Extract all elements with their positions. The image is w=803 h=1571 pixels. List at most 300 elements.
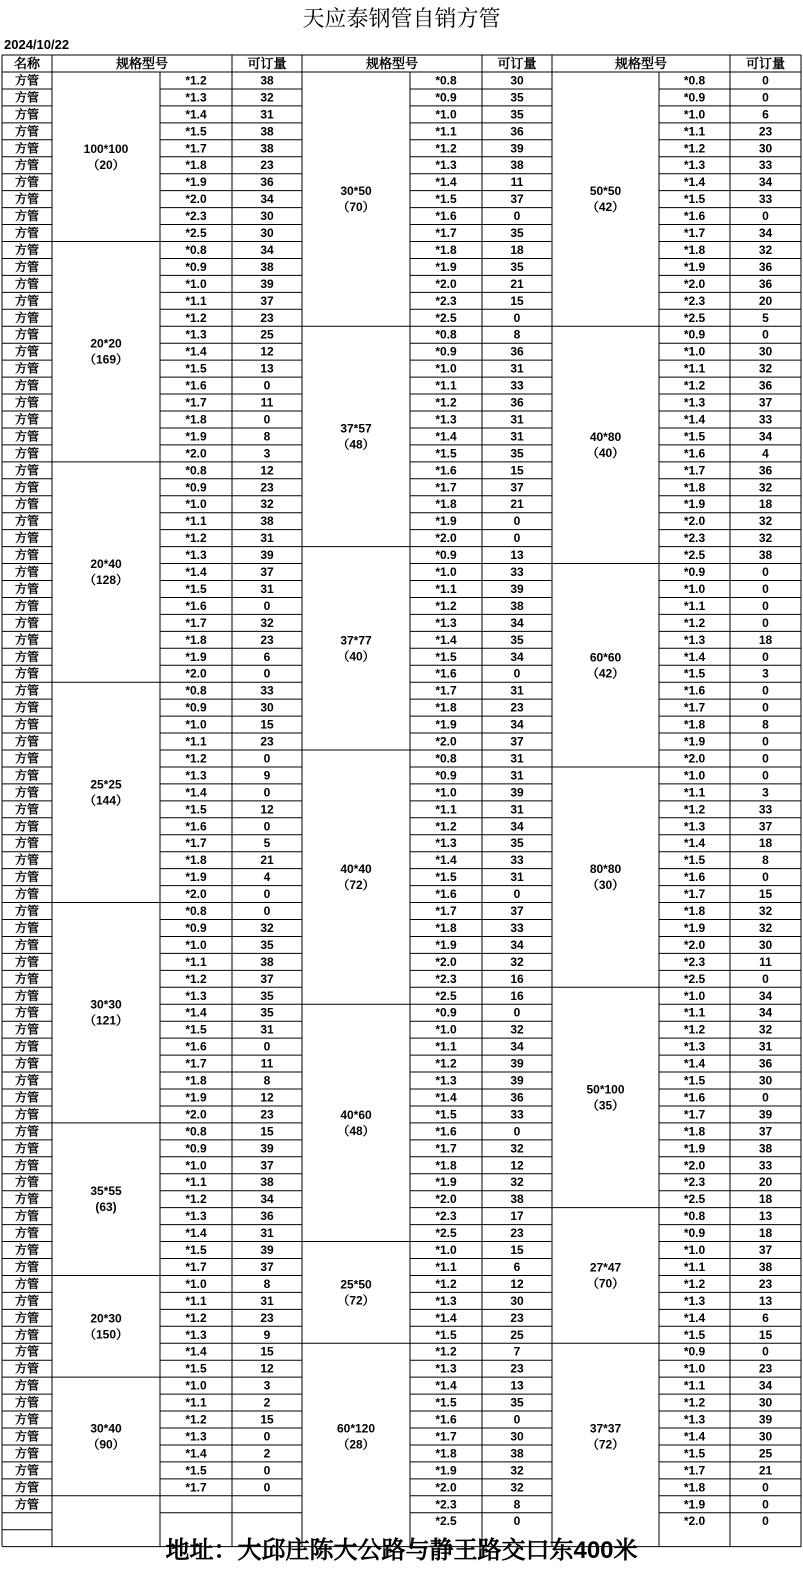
quantity-cell: 15 bbox=[510, 463, 524, 478]
product-name: 方管 bbox=[14, 988, 40, 1003]
quantity-cell: 38 bbox=[758, 548, 773, 563]
product-name: 方管 bbox=[14, 209, 40, 224]
thickness-cell: *1.8 bbox=[185, 1073, 207, 1088]
thickness-cell: *1.8 bbox=[683, 1480, 706, 1495]
thickness-cell: *1.6 bbox=[683, 870, 706, 885]
thickness-cell: *2.0 bbox=[435, 276, 457, 291]
thickness-cell: *1.1 bbox=[185, 734, 207, 749]
quantity-cell: 32 bbox=[510, 954, 524, 969]
thickness-cell: *1.8 bbox=[683, 717, 706, 732]
product-name: 方管 bbox=[14, 785, 40, 800]
quantity-cell: 36 bbox=[260, 175, 274, 190]
thickness-cell: *1.2 bbox=[683, 378, 706, 393]
thickness-cell: *1.5 bbox=[185, 1022, 207, 1037]
quantity-cell: 38 bbox=[510, 598, 524, 613]
quantity-cell: 23 bbox=[260, 1310, 274, 1325]
thickness-cell: *1.3 bbox=[683, 819, 706, 834]
quantity-cell: 35 bbox=[510, 90, 524, 105]
spec-total: （128） bbox=[83, 573, 129, 588]
quantity-cell: 0 bbox=[762, 768, 769, 783]
thickness-cell: *1.3 bbox=[683, 158, 706, 173]
quantity-cell: 12 bbox=[260, 344, 274, 359]
quantity-cell: 38 bbox=[758, 1259, 773, 1274]
quantity-cell: 23 bbox=[510, 1361, 524, 1376]
quantity-cell: 34 bbox=[510, 819, 524, 834]
quantity-cell: 5 bbox=[263, 836, 271, 851]
quantity-cell: 0 bbox=[263, 1463, 271, 1478]
spec-size: 37*37 bbox=[589, 1421, 622, 1436]
quantity-cell: 0 bbox=[263, 378, 271, 393]
thickness-cell: *1.2 bbox=[435, 598, 457, 613]
thickness-cell: *1.6 bbox=[185, 819, 207, 834]
quantity-cell: 33 bbox=[758, 412, 773, 427]
thickness-cell: *1.2 bbox=[683, 802, 706, 817]
quantity-cell: 34 bbox=[510, 1039, 524, 1054]
quantity-cell: 13 bbox=[510, 1378, 524, 1393]
quantity-cell: 21 bbox=[510, 497, 524, 512]
thickness-cell: *1.5 bbox=[435, 1395, 457, 1410]
product-name: 方管 bbox=[14, 853, 40, 868]
product-name: 方管 bbox=[14, 1226, 40, 1241]
quantity-cell: 31 bbox=[510, 751, 524, 766]
thickness-cell: *2.3 bbox=[435, 293, 457, 308]
quantity-cell: 20 bbox=[758, 1175, 773, 1190]
product-name: 方管 bbox=[14, 497, 40, 512]
thickness-cell: *1.4 bbox=[435, 1090, 457, 1105]
thickness-cell: *1.5 bbox=[185, 581, 207, 596]
quantity-cell: 5 bbox=[762, 310, 769, 325]
product-name: 方管 bbox=[14, 242, 40, 257]
product-name: 方管 bbox=[14, 107, 40, 122]
quantity-cell: 3 bbox=[762, 785, 769, 800]
quantity-cell: 0 bbox=[762, 615, 769, 630]
thickness-cell: *1.7 bbox=[185, 1259, 207, 1274]
quantity-cell: 11 bbox=[260, 1056, 274, 1071]
thickness-cell: *1.1 bbox=[435, 378, 457, 393]
quantity-cell: 23 bbox=[260, 1107, 274, 1122]
quantity-cell: 13 bbox=[260, 361, 274, 376]
spec-total: （169） bbox=[83, 352, 129, 367]
quantity-cell: 32 bbox=[758, 242, 773, 257]
quantity-cell: 18 bbox=[510, 242, 524, 257]
quantity-cell: 35 bbox=[260, 1005, 274, 1020]
quantity-cell: 13 bbox=[758, 1293, 773, 1308]
quantity-cell: 0 bbox=[762, 598, 769, 613]
quantity-cell: 13 bbox=[510, 548, 524, 563]
quantity-cell: 11 bbox=[510, 175, 524, 190]
thickness-cell: *1.0 bbox=[683, 1361, 706, 1376]
thickness-cell: *2.3 bbox=[435, 1497, 457, 1512]
quantity-cell: 11 bbox=[759, 954, 772, 969]
thickness-cell: *1.6 bbox=[683, 446, 706, 461]
product-name: 方管 bbox=[14, 1378, 40, 1393]
product-name: 方管 bbox=[14, 1412, 40, 1427]
spec-size: 20*30 bbox=[90, 1311, 122, 1326]
thickness-cell: *1.1 bbox=[683, 361, 706, 376]
quantity-cell: 0 bbox=[513, 514, 521, 529]
quantity-cell: 33 bbox=[260, 683, 274, 698]
spec-size: 80*80 bbox=[589, 862, 622, 877]
thickness-cell: *0.9 bbox=[185, 1141, 207, 1156]
quantity-cell: 38 bbox=[260, 1175, 274, 1190]
product-name: 方管 bbox=[14, 954, 40, 969]
spec-size: 37*57 bbox=[340, 421, 372, 436]
quantity-cell: 31 bbox=[510, 683, 524, 698]
quantity-cell: 31 bbox=[260, 531, 274, 546]
quantity-cell: 31 bbox=[260, 1293, 274, 1308]
thickness-cell: *1.2 bbox=[185, 971, 207, 986]
thickness-cell: *1.0 bbox=[683, 581, 706, 596]
thickness-cell: *2.0 bbox=[683, 514, 706, 529]
quantity-cell: 37 bbox=[260, 565, 274, 580]
product-name: 方管 bbox=[14, 870, 40, 885]
quantity-cell: 20 bbox=[758, 293, 773, 308]
product-name: 方管 bbox=[14, 1310, 40, 1325]
quantity-cell: 33 bbox=[510, 1107, 524, 1122]
quantity-cell: 34 bbox=[260, 192, 274, 207]
quantity-cell: 4 bbox=[263, 870, 271, 885]
thickness-cell: *1.1 bbox=[683, 1005, 706, 1020]
quantity-cell: 21 bbox=[510, 276, 524, 291]
quantity-cell: 0 bbox=[762, 327, 769, 342]
quantity-cell: 12 bbox=[260, 463, 274, 478]
thickness-cell: *0.9 bbox=[185, 259, 207, 274]
product-name: 方管 bbox=[14, 1175, 40, 1190]
product-name: 方管 bbox=[14, 971, 40, 986]
quantity-cell: 16 bbox=[510, 971, 524, 986]
thickness-cell: *1.8 bbox=[185, 632, 207, 647]
thickness-cell: *0.9 bbox=[683, 1226, 706, 1241]
product-name: 方管 bbox=[14, 717, 40, 732]
quantity-cell: 8 bbox=[762, 717, 769, 732]
thickness-cell: *1.5 bbox=[683, 1446, 706, 1461]
quantity-cell: 34 bbox=[758, 226, 773, 241]
product-name: 方管 bbox=[14, 480, 40, 495]
quantity-cell: 23 bbox=[510, 1226, 524, 1241]
thickness-cell: *1.8 bbox=[435, 1158, 457, 1173]
quantity-cell: 34 bbox=[758, 429, 773, 444]
quantity-cell: 39 bbox=[260, 1141, 274, 1156]
quantity-cell: 39 bbox=[260, 276, 274, 291]
quantity-cell: 0 bbox=[762, 751, 769, 766]
quantity-cell: 6 bbox=[513, 1259, 521, 1274]
quantity-cell: 21 bbox=[260, 853, 274, 868]
product-name: 方管 bbox=[14, 920, 40, 935]
quantity-cell: 32 bbox=[510, 1175, 524, 1190]
quantity-cell: 9 bbox=[263, 768, 271, 783]
thickness-cell: *2.3 bbox=[435, 971, 457, 986]
quantity-cell: 15 bbox=[510, 1243, 524, 1258]
quantity-cell: 30 bbox=[260, 700, 274, 715]
quantity-cell: 0 bbox=[263, 666, 271, 681]
thickness-cell: *1.2 bbox=[683, 1022, 706, 1037]
quantity-cell: 35 bbox=[510, 836, 524, 851]
product-name: 方管 bbox=[14, 1141, 40, 1156]
thickness-cell: *0.9 bbox=[683, 90, 706, 105]
quantity-cell: 38 bbox=[260, 73, 274, 88]
quantity-cell: 23 bbox=[260, 734, 274, 749]
quantity-cell: 18 bbox=[758, 1226, 773, 1241]
quantity-cell: 9 bbox=[263, 1327, 271, 1342]
thickness-cell: *1.9 bbox=[185, 649, 207, 664]
thickness-cell: *1.3 bbox=[683, 632, 706, 647]
quantity-cell: 34 bbox=[758, 988, 773, 1003]
thickness-cell: *1.2 bbox=[683, 141, 706, 156]
thickness-cell: *2.5 bbox=[435, 1226, 457, 1241]
quantity-cell: 0 bbox=[263, 785, 271, 800]
thickness-cell: *1.0 bbox=[435, 1243, 457, 1258]
header-qty: 可订量 bbox=[497, 56, 537, 71]
thickness-cell: *1.8 bbox=[683, 1124, 706, 1139]
spec-total: （48） bbox=[337, 437, 375, 452]
quantity-cell: 31 bbox=[510, 361, 524, 376]
thickness-cell: *1.6 bbox=[435, 1124, 457, 1139]
quantity-cell: 0 bbox=[762, 209, 769, 224]
quantity-cell: 31 bbox=[510, 768, 524, 783]
thickness-cell: *1.3 bbox=[435, 836, 457, 851]
quantity-cell: 34 bbox=[510, 937, 524, 952]
quantity-cell: 39 bbox=[510, 785, 524, 800]
thickness-cell: *1.0 bbox=[435, 1022, 457, 1037]
thickness-cell: *0.8 bbox=[683, 73, 706, 88]
quantity-cell: 0 bbox=[762, 1514, 769, 1529]
thickness-cell: *0.8 bbox=[185, 683, 207, 698]
quantity-cell: 36 bbox=[510, 1090, 524, 1105]
thickness-cell: *1.9 bbox=[435, 514, 457, 529]
thickness-cell: *1.7 bbox=[435, 683, 457, 698]
product-name: 方管 bbox=[14, 1209, 40, 1224]
quantity-cell: 30 bbox=[758, 1429, 773, 1444]
header-qty: 可订量 bbox=[247, 56, 287, 71]
thickness-cell: *2.3 bbox=[435, 1209, 457, 1224]
quantity-cell: 8 bbox=[263, 429, 271, 444]
quantity-cell: 0 bbox=[513, 1124, 521, 1139]
quantity-cell: 39 bbox=[510, 581, 524, 596]
product-name: 方管 bbox=[14, 1327, 40, 1342]
quantity-cell: 38 bbox=[260, 514, 274, 529]
thickness-cell: *1.2 bbox=[185, 531, 207, 546]
thickness-cell: *1.5 bbox=[435, 446, 457, 461]
quantity-cell: 36 bbox=[510, 395, 524, 410]
quantity-cell: 15 bbox=[260, 717, 274, 732]
thickness-cell: *1.1 bbox=[435, 581, 457, 596]
thickness-cell: *1.1 bbox=[683, 124, 706, 139]
quantity-cell: 34 bbox=[758, 1378, 773, 1393]
thickness-cell: *0.9 bbox=[435, 1005, 457, 1020]
spec-total: （72） bbox=[586, 1437, 625, 1452]
quantity-cell: 18 bbox=[758, 836, 773, 851]
quantity-cell: 0 bbox=[762, 734, 769, 749]
thickness-cell: *0.9 bbox=[435, 768, 457, 783]
quantity-cell: 39 bbox=[260, 548, 274, 563]
product-name: 方管 bbox=[14, 632, 40, 647]
quantity-cell: 0 bbox=[263, 1480, 271, 1495]
thickness-cell: *1.8 bbox=[435, 497, 457, 512]
quantity-cell: 0 bbox=[513, 310, 521, 325]
product-name: 方管 bbox=[14, 90, 40, 105]
thickness-cell: *0.9 bbox=[683, 327, 706, 342]
quantity-cell: 32 bbox=[758, 1022, 773, 1037]
thickness-cell: *1.6 bbox=[435, 666, 457, 681]
thickness-cell: *1.3 bbox=[185, 327, 207, 342]
quantity-cell: 0 bbox=[513, 1514, 521, 1529]
thickness-cell: *1.5 bbox=[185, 1463, 207, 1478]
product-name: 方管 bbox=[14, 124, 40, 139]
thickness-cell: *2.5 bbox=[435, 1514, 457, 1529]
quantity-cell: 36 bbox=[758, 276, 773, 291]
quantity-cell: 2 bbox=[263, 1395, 271, 1410]
quantity-cell: 36 bbox=[758, 259, 773, 274]
thickness-cell: *1.2 bbox=[435, 819, 457, 834]
quantity-cell: 12 bbox=[260, 802, 274, 817]
quantity-cell: 35 bbox=[510, 446, 524, 461]
thickness-cell: *1.5 bbox=[185, 1243, 207, 1258]
thickness-cell: *1.0 bbox=[185, 1158, 207, 1173]
product-name: 方管 bbox=[14, 1243, 40, 1258]
quantity-cell: 21 bbox=[758, 1463, 773, 1478]
thickness-cell: *0.8 bbox=[185, 904, 207, 919]
quantity-cell: 15 bbox=[510, 293, 524, 308]
quantity-cell: 33 bbox=[510, 565, 524, 580]
quantity-cell: 23 bbox=[758, 1361, 773, 1376]
quantity-cell: 35 bbox=[510, 632, 524, 647]
product-name: 方管 bbox=[14, 904, 40, 919]
thickness-cell: *0.8 bbox=[185, 242, 207, 257]
quantity-cell: 36 bbox=[758, 1056, 773, 1071]
spec-size: 30*30 bbox=[90, 997, 122, 1012]
header-spec: 规格型号 bbox=[614, 56, 668, 71]
thickness-cell: *2.0 bbox=[683, 1158, 706, 1173]
thickness-cell: *1.7 bbox=[435, 226, 457, 241]
quantity-cell: 23 bbox=[758, 124, 773, 139]
thickness-cell: *1.5 bbox=[683, 853, 706, 868]
thickness-cell: *1.3 bbox=[683, 1412, 706, 1427]
product-name: 方管 bbox=[14, 412, 40, 427]
thickness-cell: *2.3 bbox=[683, 1175, 706, 1190]
thickness-cell: *1.5 bbox=[683, 1327, 706, 1342]
thickness-cell: *2.3 bbox=[683, 531, 706, 546]
spec-size: 100*100 bbox=[83, 141, 129, 156]
thickness-cell: *2.5 bbox=[435, 988, 457, 1003]
thickness-cell: *2.0 bbox=[185, 192, 207, 207]
thickness-cell: *1.2 bbox=[435, 1344, 457, 1359]
quantity-cell: 23 bbox=[260, 632, 274, 647]
spec-size: 20*40 bbox=[90, 557, 122, 572]
thickness-cell: *1.8 bbox=[683, 242, 706, 257]
quantity-cell: 0 bbox=[762, 649, 769, 664]
spec-total: （70） bbox=[337, 200, 375, 215]
thickness-cell: *1.6 bbox=[185, 378, 207, 393]
thickness-cell: *2.0 bbox=[185, 1107, 207, 1122]
thickness-cell: *1.5 bbox=[435, 192, 457, 207]
product-name: 方管 bbox=[14, 73, 40, 88]
quantity-cell: 36 bbox=[758, 463, 773, 478]
thickness-cell: *1.5 bbox=[435, 1107, 457, 1122]
thickness-cell: *1.1 bbox=[435, 1039, 457, 1054]
quantity-cell: 0 bbox=[263, 819, 271, 834]
quantity-cell: 36 bbox=[260, 1209, 274, 1224]
quantity-cell: 39 bbox=[758, 1107, 773, 1122]
quantity-cell: 0 bbox=[762, 971, 769, 986]
thickness-cell: *1.0 bbox=[435, 785, 457, 800]
quantity-cell: 31 bbox=[260, 1226, 274, 1241]
thickness-cell: *2.5 bbox=[435, 310, 457, 325]
quantity-cell: 0 bbox=[762, 700, 769, 715]
quantity-cell: 12 bbox=[260, 1361, 274, 1376]
quantity-cell: 30 bbox=[758, 344, 773, 359]
thickness-cell: *1.4 bbox=[435, 1378, 457, 1393]
product-name: 方管 bbox=[14, 1463, 40, 1478]
quantity-cell: 30 bbox=[758, 141, 773, 156]
quantity-cell: 6 bbox=[762, 1310, 769, 1325]
thickness-cell: *1.7 bbox=[435, 480, 457, 495]
product-name: 方管 bbox=[14, 666, 40, 681]
product-name: 方管 bbox=[14, 395, 40, 410]
product-name: 方管 bbox=[14, 192, 40, 207]
quantity-cell: 25 bbox=[510, 1327, 524, 1342]
thickness-cell: *1.8 bbox=[435, 700, 457, 715]
product-name: 方管 bbox=[14, 463, 40, 478]
quantity-cell: 39 bbox=[758, 1412, 773, 1427]
thickness-cell: *0.9 bbox=[683, 1344, 706, 1359]
quantity-cell: 31 bbox=[260, 581, 274, 596]
quantity-cell: 8 bbox=[513, 327, 521, 342]
product-name: 方管 bbox=[14, 768, 40, 783]
thickness-cell: *1.9 bbox=[683, 497, 706, 512]
quantity-cell: 15 bbox=[758, 1327, 773, 1342]
thickness-cell: *1.3 bbox=[185, 1209, 207, 1224]
thickness-cell: *1.5 bbox=[435, 649, 457, 664]
quantity-cell: 32 bbox=[758, 514, 773, 529]
quantity-cell: 37 bbox=[260, 293, 274, 308]
thickness-cell: *1.2 bbox=[683, 1395, 706, 1410]
quantity-cell: 39 bbox=[510, 1073, 524, 1088]
thickness-cell: *1.5 bbox=[185, 361, 207, 376]
thickness-cell: *1.5 bbox=[185, 124, 207, 139]
thickness-cell: *1.2 bbox=[435, 395, 457, 410]
thickness-cell: *2.5 bbox=[683, 971, 706, 986]
thickness-cell: *1.7 bbox=[185, 1480, 207, 1495]
product-name: 方管 bbox=[14, 361, 40, 376]
spec-size: 40*80 bbox=[589, 429, 622, 444]
thickness-cell: *2.5 bbox=[683, 548, 706, 563]
spec-total: （150） bbox=[83, 1327, 129, 1342]
quantity-cell: 37 bbox=[260, 1259, 274, 1274]
header-name: 名称 bbox=[13, 56, 41, 71]
product-name: 方管 bbox=[14, 581, 40, 596]
spec-size: 30*40 bbox=[90, 1421, 122, 1436]
quantity-cell: 38 bbox=[260, 954, 274, 969]
thickness-cell: *1.1 bbox=[435, 1259, 457, 1274]
thickness-cell: *1.4 bbox=[683, 412, 706, 427]
thickness-cell: *1.6 bbox=[185, 1039, 207, 1054]
thickness-cell: *0.8 bbox=[435, 751, 457, 766]
thickness-cell: *2.0 bbox=[435, 531, 457, 546]
product-name: 方管 bbox=[14, 1429, 40, 1444]
quantity-cell: 39 bbox=[510, 1056, 524, 1071]
quantity-cell: 15 bbox=[260, 1412, 274, 1427]
thickness-cell: *2.0 bbox=[185, 446, 207, 461]
thickness-cell: *1.3 bbox=[185, 90, 207, 105]
thickness-cell: *0.9 bbox=[185, 920, 207, 935]
product-name: 方管 bbox=[14, 344, 40, 359]
thickness-cell: *1.0 bbox=[435, 107, 457, 122]
spec-size: 35*55 bbox=[90, 1184, 122, 1199]
spec-size: 40*40 bbox=[340, 862, 372, 877]
quantity-cell: 6 bbox=[762, 107, 769, 122]
thickness-cell: *1.9 bbox=[185, 429, 207, 444]
thickness-cell: *1.2 bbox=[683, 1276, 706, 1291]
